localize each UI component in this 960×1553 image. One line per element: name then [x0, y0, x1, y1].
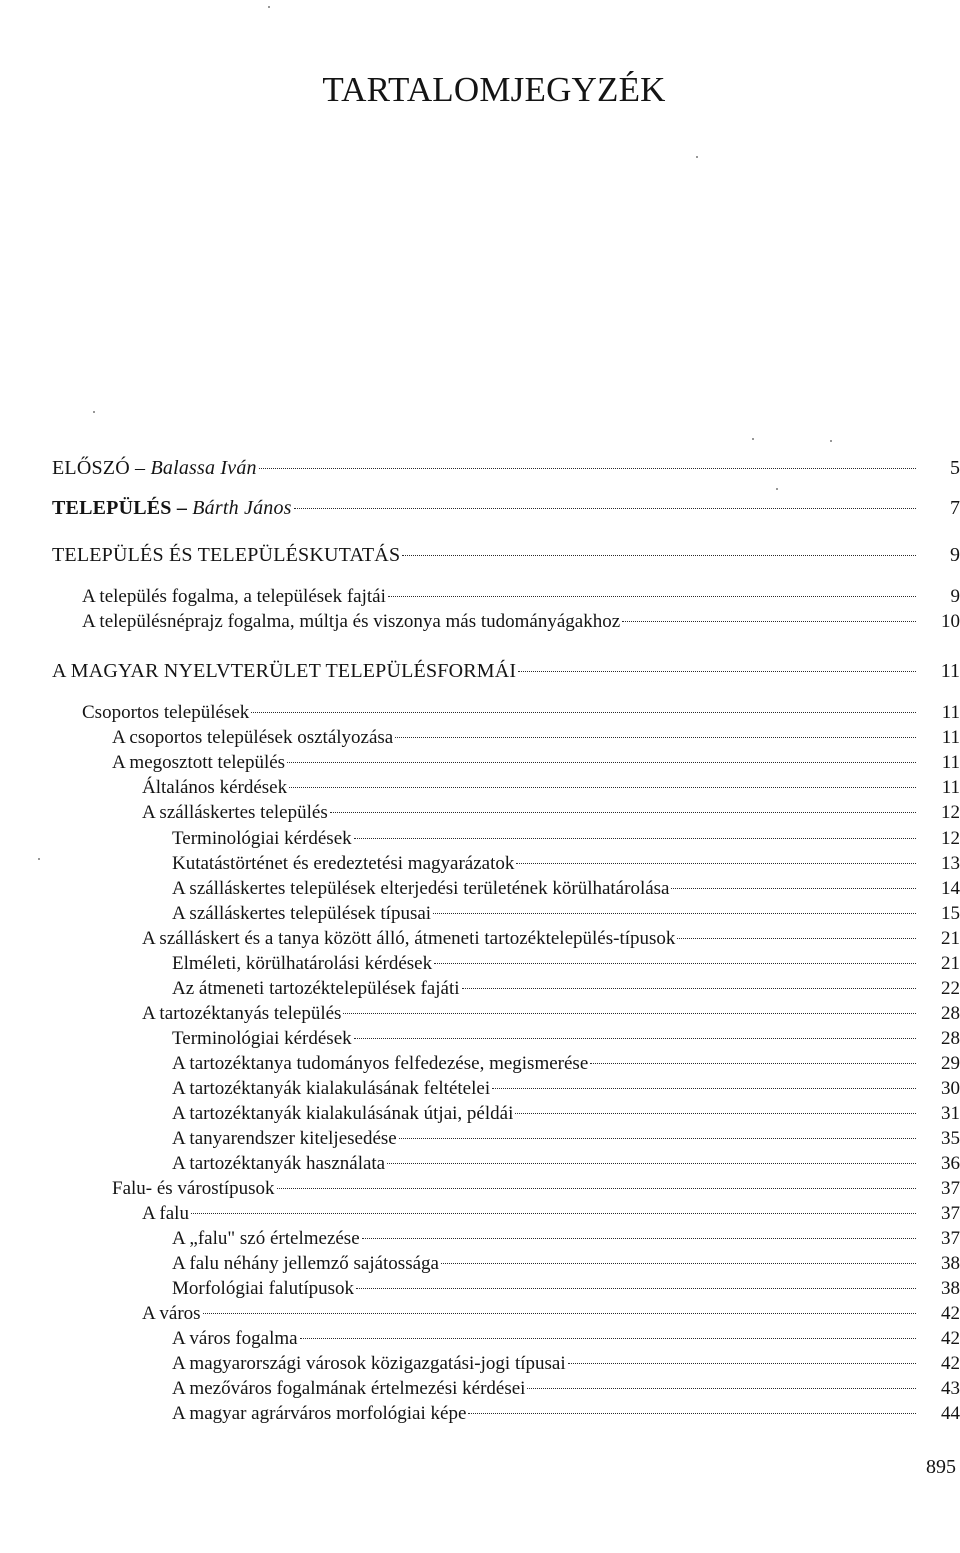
dot-leader [300, 1338, 916, 1339]
toc-entry-page: 42 [941, 1353, 960, 1374]
toc-entry-label: Morfológiai falutípusok [172, 1278, 355, 1299]
dot-leader [294, 508, 916, 509]
dot-leader [622, 621, 916, 622]
toc-entry-page: 15 [941, 903, 960, 924]
page-title: TARTALOMJEGYZÉK [322, 70, 666, 109]
toc-entry-page: 28 [941, 1003, 960, 1024]
toc-entry-label: Terminológiai kérdések [172, 828, 352, 849]
scan-speck [776, 488, 778, 490]
dot-leader [434, 963, 916, 964]
dot-leader [568, 1363, 916, 1364]
toc-entry[interactable] [82, 584, 960, 610]
toc-entry-page: 21 [941, 953, 960, 974]
dot-leader [590, 1063, 916, 1064]
toc-entry[interactable] [142, 1201, 960, 1227]
toc-entry-label: A tartozéktanyák használata [172, 1153, 386, 1174]
toc-entry-page: 43 [941, 1378, 960, 1399]
toc-entry-page: 9 [950, 586, 960, 607]
dot-leader [527, 1388, 916, 1389]
toc-entry-page: 36 [941, 1153, 960, 1174]
dot-leader [395, 737, 916, 738]
toc-entry[interactable] [172, 951, 960, 977]
dot-leader [677, 938, 916, 939]
scan-speck [830, 440, 832, 442]
toc-entry[interactable] [142, 775, 960, 801]
toc-entry-label: A város [142, 1303, 201, 1324]
toc-entry[interactable] [142, 800, 960, 826]
dot-leader [387, 1163, 916, 1164]
toc-entry-page: 44 [941, 1403, 960, 1424]
toc-entry-page: 5 [950, 457, 960, 479]
toc-entry-label: A szálláskert és a tanya között álló, átmeneti tartozéktelepülés-típusok [142, 928, 676, 949]
toc-entry-label: A szálláskertes települések elterjedési területének körülhatárolása [172, 878, 670, 899]
dot-leader [515, 1113, 916, 1114]
dot-leader [343, 1013, 916, 1014]
toc-entry[interactable] [172, 1126, 960, 1152]
toc-entry-label: A településnéprajz fogalma, múltja és viszonya más tudományágakhoz [82, 611, 621, 632]
toc-entry[interactable] [172, 1151, 960, 1177]
dot-leader [518, 671, 916, 672]
toc-entry-eloszo[interactable] [52, 455, 960, 481]
toc-entry-page: 37 [941, 1228, 960, 1249]
dot-leader [671, 888, 916, 889]
toc-entry-label: A MAGYAR NYELVTERÜLET TELEPÜLÉSFORMÁI [52, 660, 517, 682]
toc-entry-label: A falu [142, 1203, 189, 1224]
toc-entry-label: A tartozéktanyás település [142, 1003, 342, 1024]
toc-entry-page: 9 [950, 544, 960, 566]
toc-entry-page: 21 [941, 928, 960, 949]
toc-entry-label: A szálláskertes települések típusai [172, 903, 432, 924]
toc-entry-page: 22 [941, 978, 960, 999]
dot-leader [388, 596, 916, 597]
toc-entry[interactable] [172, 1401, 960, 1427]
toc-entry[interactable] [142, 926, 960, 952]
toc-entry-label: A szálláskertes település [142, 802, 328, 823]
toc-entry[interactable] [142, 1301, 960, 1327]
toc-entry-label: A mezőváros fogalmának értelmezési kérdései [172, 1378, 526, 1399]
dot-leader [462, 988, 917, 989]
toc-entry-label: Elméleti, körülhatárolási kérdések [172, 953, 433, 974]
toc-entry-page: 42 [941, 1303, 960, 1324]
toc-entry-label: Csoportos települések [82, 702, 250, 723]
toc-entry[interactable] [82, 609, 960, 635]
toc-entry-label: A település fogalma, a települések fajtái [82, 586, 386, 607]
toc-entry-label: A tartozéktanya tudományos felfedezése, megismerése [172, 1053, 589, 1074]
scan-speck [38, 858, 40, 860]
toc-entry-page: 37 [941, 1203, 960, 1224]
dot-leader [287, 762, 916, 763]
dot-leader [356, 1288, 916, 1289]
toc-entry-label: Kutatástörténet és eredeztetési magyarázatok [172, 853, 515, 874]
scan-speck [752, 438, 754, 440]
toc-entry-page: 35 [941, 1128, 960, 1149]
toc-entry[interactable] [82, 700, 960, 726]
toc-entry-telepules[interactable] [52, 495, 960, 521]
toc-entry-label: A magyarországi városok közigazgatási-jogi típusai [172, 1353, 566, 1374]
toc-entry-label: A tartozéktanyák kialakulásának feltételei [172, 1078, 491, 1099]
scan-speck [93, 411, 95, 413]
toc-entry[interactable] [172, 901, 960, 927]
dot-leader [330, 812, 916, 813]
dot-leader [289, 787, 916, 788]
toc-entry[interactable] [112, 1176, 960, 1202]
scan-speck [696, 156, 698, 158]
toc-entry[interactable] [172, 1351, 960, 1377]
dot-leader [277, 1188, 916, 1189]
toc-entry-page: 7 [950, 497, 960, 519]
toc-entry-page: 11 [941, 777, 960, 798]
toc-entry[interactable] [172, 1076, 960, 1102]
toc-entry-author: Bárth János [192, 497, 292, 519]
toc-entry[interactable] [172, 826, 960, 852]
toc-entry-author: Balassa Iván [150, 457, 257, 479]
toc-entry-page: 31 [941, 1103, 960, 1124]
dot-leader [402, 555, 916, 556]
toc-entry-label: A magyar agrárváros morfológiai képe [172, 1403, 467, 1424]
toc-entry[interactable] [112, 750, 960, 776]
toc-entry-page: 37 [941, 1178, 960, 1199]
toc-entry[interactable] [172, 1101, 960, 1127]
dot-leader [433, 913, 916, 914]
toc-entry[interactable] [172, 1051, 960, 1077]
toc-entry-label: Terminológiai kérdések [172, 1028, 352, 1049]
toc-entry[interactable] [172, 1251, 960, 1277]
toc-entry-label: A megosztott település [112, 752, 286, 773]
toc-entry-label: A tartozéktanyák kialakulásának útjai, példái [172, 1103, 514, 1124]
toc-entry[interactable] [172, 876, 960, 902]
toc-entry-label: ELŐSZÓ – [52, 457, 151, 479]
toc-entry[interactable] [172, 1326, 960, 1352]
toc-entry[interactable] [142, 1001, 960, 1027]
toc-entry-page: 38 [941, 1278, 960, 1299]
dot-leader [191, 1213, 916, 1214]
scan-speck [268, 6, 270, 8]
toc-entry-page: 30 [941, 1078, 960, 1099]
dot-leader [516, 863, 916, 864]
toc-entry-label: TELEPÜLÉS – [52, 497, 193, 519]
toc-entry[interactable] [172, 1226, 960, 1252]
toc-entry-label: Falu- és várostípusok [112, 1178, 275, 1199]
toc-entry[interactable] [172, 1276, 960, 1302]
toc-entry-label: A falu néhány jellemző sajátossága [172, 1253, 439, 1274]
toc-entry-telepules-es-telepuleskutatas[interactable] [52, 542, 960, 568]
toc-entry[interactable] [172, 851, 960, 877]
dot-leader [492, 1088, 916, 1089]
toc-entry-magyar-nyelvterulet[interactable] [52, 658, 960, 684]
toc-entry-page: 10 [941, 611, 960, 632]
dot-leader [251, 712, 916, 713]
toc-entry-label: A csoportos települések osztályozása [112, 727, 394, 748]
toc-entry-page: 11 [941, 702, 960, 723]
toc-entry[interactable] [172, 976, 960, 1002]
toc-entry-label: A „falu" szó értelmezése [172, 1228, 360, 1249]
toc-entry-page: 28 [941, 1028, 960, 1049]
dot-leader [468, 1413, 916, 1414]
toc-entry[interactable] [172, 1026, 960, 1052]
page-number: 895 [926, 1456, 956, 1478]
toc-entry-page: 12 [941, 828, 960, 849]
toc-entry-label: TELEPÜLÉS ÉS TELEPÜLÉSKUTATÁS [52, 544, 401, 566]
dot-leader [259, 468, 916, 469]
toc-entry-page: 38 [941, 1253, 960, 1274]
toc-entry[interactable] [172, 1376, 960, 1402]
dot-leader [354, 838, 916, 839]
toc-entry-page: 29 [941, 1053, 960, 1074]
toc-entry-label: A tanyarendszer kiteljesedése [172, 1128, 397, 1149]
dot-leader [362, 1238, 916, 1239]
toc-entry-page: 12 [941, 802, 960, 823]
toc-entry[interactable] [112, 725, 960, 751]
toc-entry-page: 11 [941, 752, 960, 773]
toc-entry-label: A város fogalma [172, 1328, 298, 1349]
toc-entry-page: 14 [941, 878, 960, 899]
toc-entry-page: 42 [941, 1328, 960, 1349]
toc-entry-page: 11 [941, 727, 960, 748]
dot-leader [203, 1313, 916, 1314]
toc-entry-label: Általános kérdések [142, 777, 288, 798]
toc-entry-page: 13 [941, 853, 960, 874]
dot-leader [441, 1263, 916, 1264]
toc-entry-label: Az átmeneti tartozéktelepülések fajáti [172, 978, 460, 999]
dot-leader [354, 1038, 916, 1039]
toc-entry-page: 11 [940, 660, 960, 682]
dot-leader [399, 1138, 916, 1139]
